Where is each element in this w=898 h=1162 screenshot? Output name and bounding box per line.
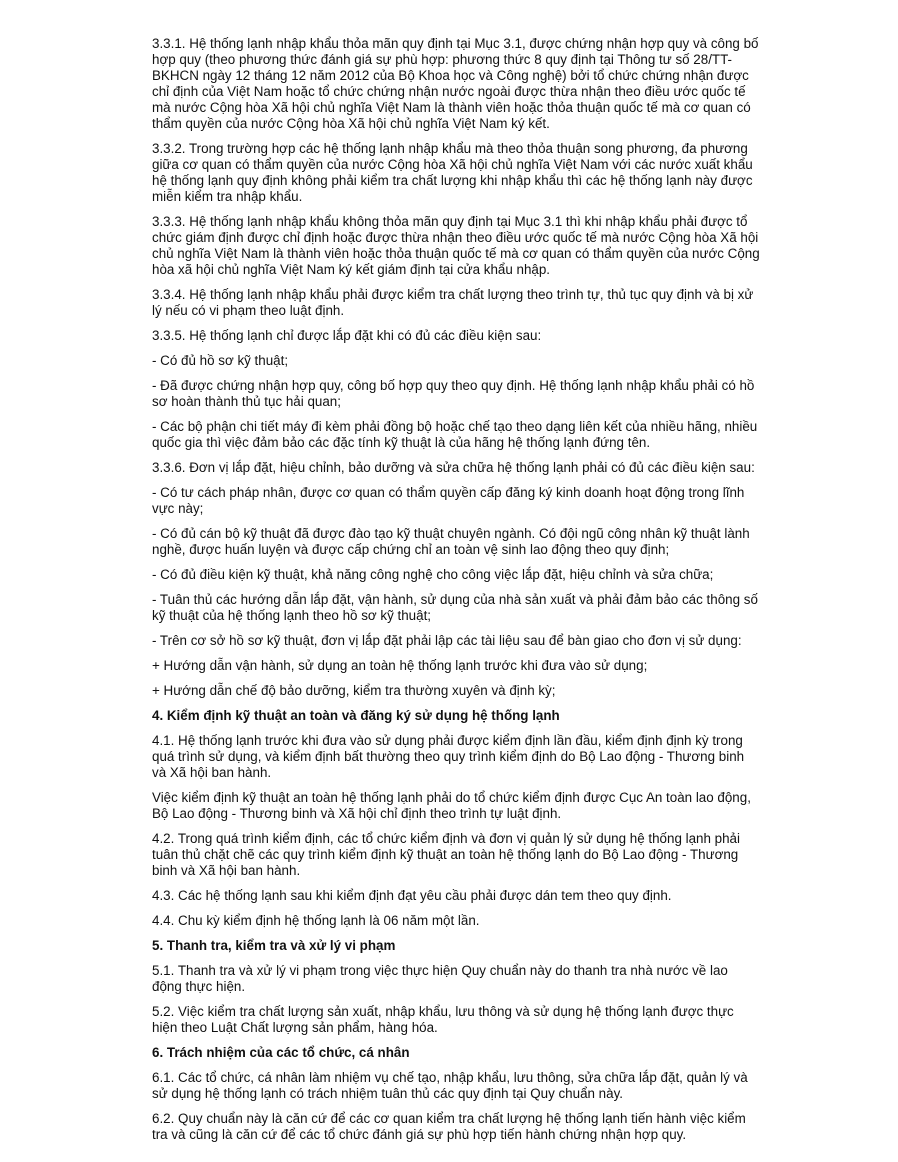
section-heading-4: 4. Kiểm định kỹ thuật an toàn và đăng ký sử dụng hệ thống lạnh <box>152 708 560 723</box>
list-item: - Có đủ cán bộ kỹ thuật đã được đào tạo kỹ thuật chuyên ngành. Có đội ngũ công nhân kỹ thuật lành nghề, được huấn luyện và được cấp chứng chỉ an toàn vệ sinh lao động theo quy định; <box>152 526 750 557</box>
list-item: - Có đủ điều kiện kỹ thuật, khả năng công nghệ cho công việc lắp đặt, hiệu chỉnh và sửa chữa; <box>152 567 714 582</box>
paragraph-4-4: 4.4. Chu kỳ kiểm định hệ thống lạnh là 06 năm một lần. <box>152 913 480 928</box>
section-heading-6: 6. Trách nhiệm của các tổ chức, cá nhân <box>152 1045 410 1060</box>
list-item: + Hướng dẫn chế độ bảo dưỡng, kiểm tra thường xuyên và định kỳ; <box>152 683 556 698</box>
paragraph-3-3-4: 3.3.4. Hệ thống lạnh nhập khẩu phải được kiểm tra chất lượng theo trình tự, thủ tục quy định và bị xử lý nếu có vi phạm theo luật định. <box>152 287 754 318</box>
paragraph-5-1: 5.1. Thanh tra và xử lý vi phạm trong việc thực hiện Quy chuẩn này do thanh tra nhà nước về lao động thực hiện. <box>152 963 728 994</box>
document-page <box>152 36 760 1152</box>
paragraph-4-3: 4.3. Các hệ thống lạnh sau khi kiểm định đạt yêu cầu phải được dán tem theo quy định. <box>152 888 672 903</box>
list-item: - Trên cơ sở hồ sơ kỹ thuật, đơn vị lắp đặt phải lập các tài liệu sau để bàn giao cho đơn vị sử dụng: <box>152 633 742 648</box>
paragraph-3-3-6: 3.3.6. Đơn vị lắp đặt, hiệu chỉnh, bảo dưỡng và sửa chữa hệ thống lạnh phải có đủ các điều kiện sau: <box>152 460 755 475</box>
paragraph-3-3-1: 3.3.1. Hệ thống lạnh nhập khẩu thỏa mãn quy định tại Mục 3.1, được chứng nhận hợp quy và công bố hợp quy (theo phương thức đánh giá sự phù hợp: phương thức 8 quy định tại Thông tư số 28/TT-BKHCN ngày 12 tháng 12 năm 2012 của Bộ Khoa học và Công nghệ) bởi tổ chức chứng nhận được chỉ định của Việt Nam hoặc tổ chức chứng nhận nước ngoài được thừa nhận theo điều ước quốc tế mà nước Cộng hòa Xã hội chủ nghĩa Việt Nam là thành viên hoặc thỏa thuận quốc tế mà cơ quan có thẩm quyền của nước Cộng hòa Xã hội chủ nghĩa Việt Nam ký kết. <box>152 36 759 131</box>
paragraph-4-1-cont: Việc kiểm định kỹ thuật an toàn hệ thống lạnh phải do tổ chức kiểm định được Cục An toàn lao động, Bộ Lao động - Thương binh và Xã hội chỉ định theo trình tự luật định. <box>152 790 751 821</box>
list-item: - Tuân thủ các hướng dẫn lắp đặt, vận hành, sử dụng của nhà sản xuất và phải đảm bảo các thông số kỹ thuật của hệ thống lạnh theo hồ sơ kỹ thuật; <box>152 592 758 623</box>
paragraph-5-2: 5.2. Việc kiểm tra chất lượng sản xuất, nhập khẩu, lưu thông và sử dụng hệ thống lạnh được thực hiện theo Luật Chất lượng sản phẩm, hàng hóa. <box>152 1004 734 1035</box>
paragraph-3-3-5: 3.3.5. Hệ thống lạnh chỉ được lắp đặt khi có đủ các điều kiện sau: <box>152 328 542 343</box>
paragraph-3-3-3: 3.3.3. Hệ thống lạnh nhập khẩu không thỏa mãn quy định tại Mục 3.1 thì khi nhập khẩu phải được tổ chức giám định được chỉ định hoặc được thừa nhận theo điều ước quốc tế mà nước Cộng hòa Xã hội chủ nghĩa Việt Nam là thành viên hoặc thỏa thuận quốc tế mà cơ quan có thẩm quyền của nước Cộng hòa xã hội chủ nghĩa Việt Nam ký kết giám định tại cửa khẩu nhập. <box>152 214 760 277</box>
list-item: - Có đủ hồ sơ kỹ thuật; <box>152 353 289 368</box>
section-heading-5: 5. Thanh tra, kiểm tra và xử lý vi phạm <box>152 938 396 953</box>
paragraph-3-3-2: 3.3.2. Trong trường hợp các hệ thống lạnh nhập khẩu mà theo thỏa thuận song phương, đa phương giữa cơ quan có thẩm quyền của nước Cộng hòa Xã hội chủ nghĩa Việt Nam với các nước xuất khẩu hệ thống lạnh quy định không phải kiểm tra chất lượng khi nhập khẩu thì các hệ thống lạnh này được miễn kiểm tra nhập khẩu. <box>152 141 753 204</box>
list-item: - Các bộ phận chi tiết máy đi kèm phải đồng bộ hoặc chế tạo theo dạng liên kết của nhiều hãng, nhiều quốc gia thì việc đảm bảo các đặc tính kỹ thuật là của hãng hệ thống lạnh đứng tên. <box>152 419 758 450</box>
list-item: - Có tư cách pháp nhân, được cơ quan có thẩm quyền cấp đăng ký kinh doanh hoạt động trong lĩnh vực này; <box>152 485 745 516</box>
paragraph-4-2: 4.2. Trong quá trình kiểm định, các tổ chức kiểm định và đơn vị quản lý sử dụng hệ thống lạnh phải tuân thủ chặt chẽ các quy trình kiểm định kỹ thuật an toàn hệ thống lạnh do Bộ Lao động - Thương binh và Xã hội ban hành. <box>152 831 740 878</box>
list-item: + Hướng dẫn vận hành, sử dụng an toàn hệ thống lạnh trước khi đưa vào sử dụng; <box>152 658 648 673</box>
list-item: - Đã được chứng nhận hợp quy, công bố hợp quy theo quy định. Hệ thống lạnh nhập khẩu phải có hồ sơ hoàn thành thủ tục hải quan; <box>152 378 755 409</box>
paragraph-6-2: 6.2. Quy chuẩn này là căn cứ để các cơ quan kiểm tra chất lượng hệ thống lạnh tiến hành việc kiểm tra và cũng là căn cứ để các tổ chức đánh giá sự phù hợp tiến hành chứng nhận hợp quy. <box>152 1111 746 1142</box>
paragraph-4-1: 4.1. Hệ thống lạnh trước khi đưa vào sử dụng phải được kiểm định lần đầu, kiểm định định kỳ trong quá trình sử dụng, và kiểm định bất thường theo quy trình kiểm định do Bộ Lao động - Thương binh và Xã hội ban hành. <box>152 733 745 780</box>
paragraph-6-1: 6.1. Các tổ chức, cá nhân làm nhiệm vụ chế tạo, nhập khẩu, lưu thông, sửa chữa lắp đặt, quản lý và sử dụng hệ thống lạnh có trách nhiệm tuân thủ các quy định tại Quy chuẩn này. <box>152 1070 748 1101</box>
